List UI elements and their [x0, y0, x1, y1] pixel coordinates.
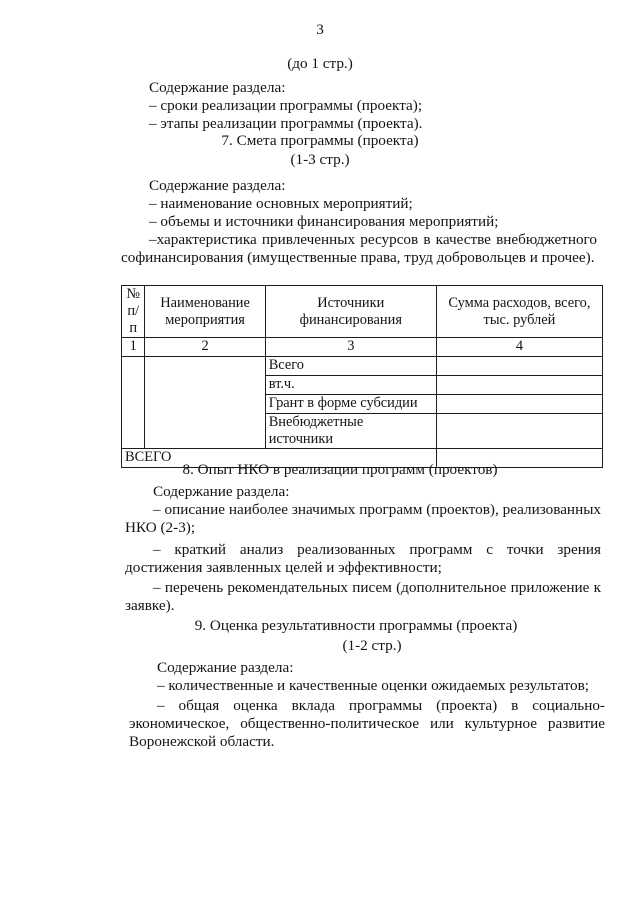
empty-cell	[436, 395, 602, 414]
col-number: 2	[145, 338, 265, 357]
sec8-item-2-line-1: – краткий анализ реализованных программ с точки зрения	[153, 541, 601, 558]
sec8-item-2-line-2: достижения заявленных целей и эффективности;	[125, 559, 442, 576]
sec8-item-3-line-2: заявке).	[125, 597, 175, 614]
row-including-label: вт.ч.	[265, 376, 436, 395]
empty-cell	[145, 357, 265, 449]
col-number: 4	[436, 338, 602, 357]
header-num: № п/п	[122, 286, 145, 338]
row-extrabudget-label: Внебюджетные источники	[265, 414, 436, 449]
sec9-pages: (1-2 стр.)	[342, 637, 402, 654]
budget-table	[121, 285, 603, 468]
empty-cell	[436, 357, 602, 376]
table-column-numbers	[122, 338, 603, 357]
table-header-row	[122, 286, 603, 338]
sec6-item-1: – сроки реализации программы (проекта);	[149, 97, 423, 114]
sec7-item-1: – наименование основных мероприятий;	[149, 195, 413, 212]
page-number: 3	[316, 21, 324, 38]
row-total-label: Всего	[265, 357, 436, 376]
sec8-title: 8. Опыт НКО в реализации программ (проектов)	[182, 461, 498, 478]
row-grant-label: Грант в форме субсидии	[265, 395, 436, 414]
sec7-item-3-line-2: софинансирования (имущественные права, труд добровольцев и прочее).	[121, 249, 595, 266]
header-name: Наименование мероприятия	[145, 286, 265, 338]
sec8-item-1-line-2: НКО (2-3);	[125, 519, 196, 536]
col-number: 3	[265, 338, 436, 357]
sec8-item-1-line-1: – описание наиболее значимых программ (проектов), реализованных	[153, 501, 601, 518]
sec9-item-1: – количественные и качественные оценки ожидаемых результатов;	[157, 677, 590, 694]
sec7-contents-label: Содержание раздела:	[149, 177, 286, 194]
sec9-item-2-line-3: Воронежской области.	[129, 733, 275, 750]
col-number: 1	[122, 338, 145, 357]
sec6-item-2: – этапы реализации программы (проекта).	[149, 115, 423, 132]
empty-cell	[436, 376, 602, 395]
sec7-title: 7. Смета программы (проекта)	[221, 132, 419, 149]
sec6-pages: (до 1 стр.)	[287, 55, 353, 72]
sec8-item-3-line-1: – перечень рекомендательных писем (дополнительное приложение к	[153, 579, 601, 596]
sec9-item-2-line-2: экономическое, общественно-политическое или культурное развитие	[129, 715, 605, 732]
header-source: Источники финансирования	[265, 286, 436, 338]
sec9-item-2-line-1: – общая оценка вклада программы (проекта) в социально-	[157, 697, 605, 714]
sec7-item-2: – объемы и источники финансирования мероприятий;	[149, 213, 499, 230]
header-sum: Сумма расходов, всего, тыс. рублей	[436, 286, 602, 338]
empty-cell	[122, 357, 145, 449]
sec7-pages: (1-3 стр.)	[290, 151, 350, 168]
grand-total-label: ВСЕГО	[122, 449, 437, 468]
empty-cell	[436, 414, 602, 449]
sec9-title: 9. Оценка результативности программы (проекта)	[194, 617, 518, 634]
sec6-contents-label: Содержание раздела:	[149, 79, 286, 96]
sec9-contents-label: Содержание раздела:	[157, 659, 294, 676]
sec8-contents-label: Содержание раздела:	[153, 483, 290, 500]
sec7-item-3-line-1: –характеристика привлеченных ресурсов в качестве внебюджетного	[149, 231, 597, 248]
table-row	[122, 357, 603, 376]
